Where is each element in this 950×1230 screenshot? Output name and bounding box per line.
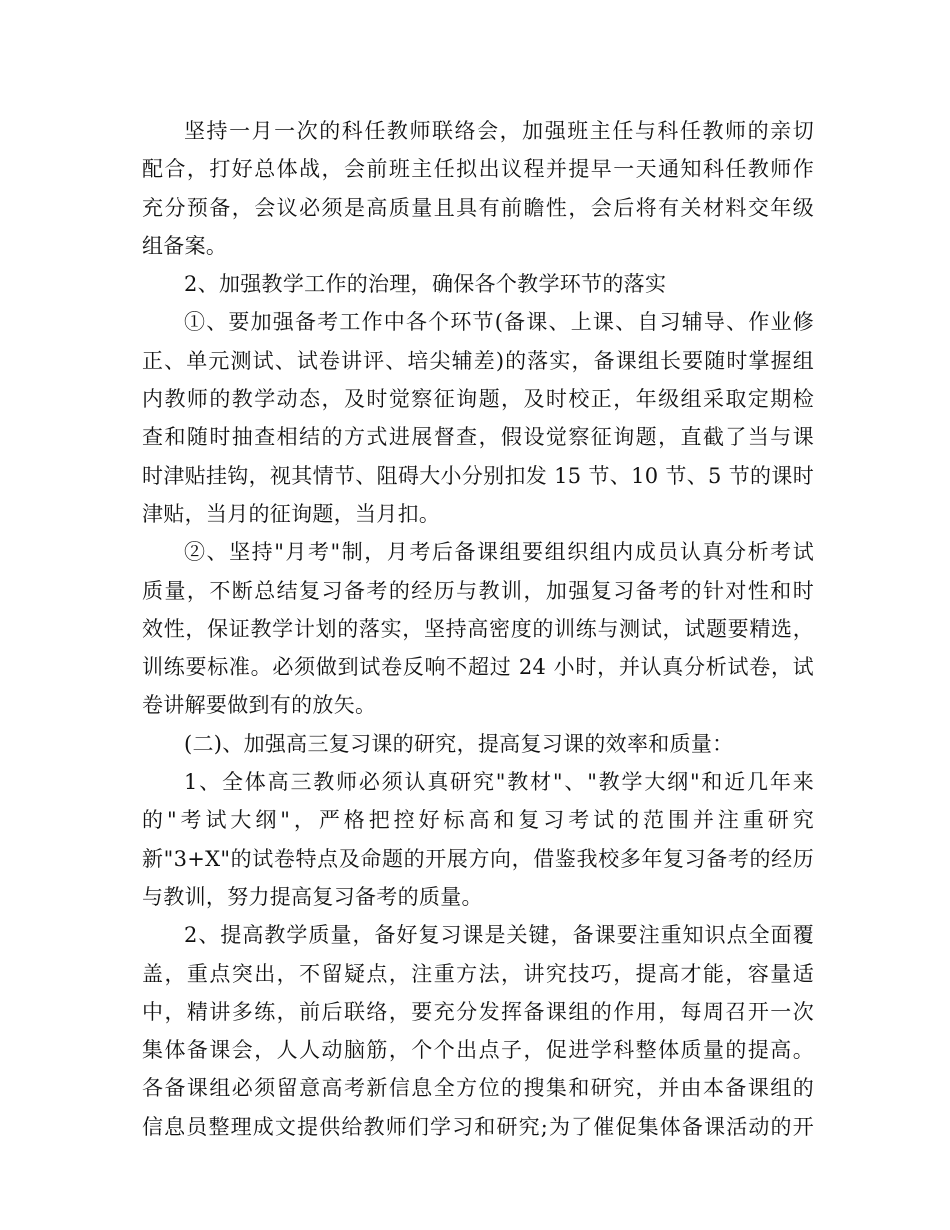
text-line: 正、单元测试、试卷讲评、培尖辅差)的落实，备课组长要随时掌握组 <box>142 348 814 373</box>
text-line: 质量，不断总结复习备考的经历与教训，加强复习备考的针对性和时 <box>142 578 814 603</box>
text-line: 的"考试大纲"，严格把控好标高和复习考试的范围并注重研究 <box>142 808 814 833</box>
text-line: ①、要加强备考工作中各个环节(备课、上课、自习辅导、作业修 <box>184 310 814 335</box>
text-line: 查和随时抽查相结的方式进展督查，假设觉察征询题，直截了当与课 <box>142 425 814 450</box>
text-line: 1、全体高三教师必须认真研究"教材"、"教学大纲"和近几年来 <box>184 770 814 795</box>
text-line: 效性，保证教学计划的落实，坚持高密度的训练与测试，试题要精选， <box>142 616 814 641</box>
text-line: 2、提高教学质量，备好复习课是关键，备课要注重知识点全面覆 <box>184 923 814 948</box>
text-line: 卷讲解要做到有的放矢。 <box>142 693 377 718</box>
text-line: 配合，打好总体战，会前班主任拟出议程并提早一天通知科任教师作 <box>142 157 814 182</box>
document-body <box>142 112 814 1146</box>
text-line: 中，精讲多练，前后联络，要充分发挥备课组的作用，每周召开一次 <box>142 999 814 1024</box>
text-line: 新"3+X"的试卷特点及命题的开展方向，借鉴我校多年复习备考的经历 <box>142 846 814 871</box>
text-line: 内教师的教学动态，及时觉察征询题，及时校正，年级组采取定期检 <box>142 387 814 412</box>
text-line: 集体备课会，人人动脑筋，个个出点子，促进学科整体质量的提高。 <box>142 1038 814 1063</box>
text-line: 信息员整理成文提供给教师们学习和研究;为了催促集体备课活动的开 <box>142 1114 814 1139</box>
text-line: 坚持一月一次的科任教师联络会，加强班主任与科任教师的亲切 <box>184 119 814 143</box>
text-line: (二)、加强高三复习课的研究，提高复习课的效率和质量： <box>184 731 734 756</box>
text-line: 时津贴挂钩，视其情节、阻碍大小分别扣发 15 节、10 节、5 节的课时 <box>142 463 814 488</box>
text-line: 2、加强教学工作的治理，确保各个教学环节的落实 <box>184 272 667 297</box>
text-line: 与教训，努力提高复习备考的质量。 <box>142 884 483 909</box>
text-line: 各备课组必须留意高考新信息全方位的搜集和研究，并由本备课组的 <box>142 1076 814 1101</box>
text-line: 组备案。 <box>142 233 228 258</box>
text-line: 盖，重点突出，不留疑点，注重方法，讲究技巧，提高才能，容量适 <box>142 961 814 986</box>
text-line: 津贴，当月的征询题，当月扣。 <box>142 501 441 526</box>
text-line: ②、坚持"月考"制，月考后备课组要组织组内成员认真分析考试 <box>184 540 814 565</box>
text-line: 充分预备，会议必须是高质量且具有前瞻性，会后将有关材料交年级 <box>142 195 814 220</box>
text-line: 训练要标准。必须做到试卷反响不超过 24 小时，并认真分析试卷，试 <box>142 655 814 680</box>
